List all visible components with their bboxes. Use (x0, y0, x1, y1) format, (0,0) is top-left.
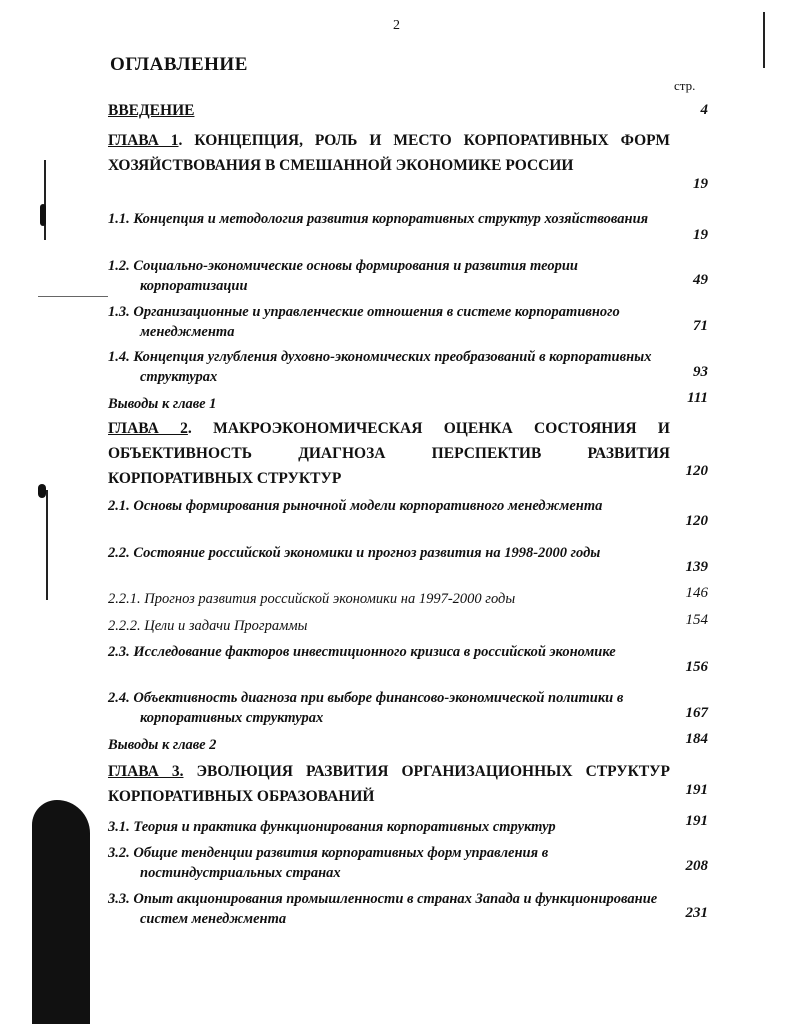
scan-edge-line-left (44, 160, 46, 240)
entry-text: ВВЕДЕНИЕ (108, 102, 195, 119)
entry-text: 3.1. Теория и практика функционирования корпоративных структур (108, 819, 556, 835)
toc-entry-3-1[interactable] (108, 817, 670, 837)
entry-text: 1.1. Концепция и методология развития корпоративных структур хозяйствования (108, 211, 649, 227)
toc-title: ОГЛАВЛЕНИЕ (110, 54, 248, 75)
toc-entry-introduction[interactable] (108, 100, 670, 122)
entry-text: Выводы к главе 2 (108, 737, 217, 753)
toc-entry-2-4[interactable] (108, 688, 670, 728)
toc-entry-3-3[interactable] (108, 889, 670, 929)
entry-page: 49 (693, 272, 708, 288)
toc-entry-2-1[interactable] (108, 496, 670, 516)
toc-entry-3-2[interactable] (108, 843, 670, 883)
entry-page: 231 (685, 905, 708, 921)
entry-page: 191 (685, 782, 708, 798)
entry-page: 208 (685, 858, 708, 874)
entry-page: 167 (685, 705, 708, 721)
entry-text: 1.4. Концепция углубления духовно-экономических преобразований в корпоративных структурах (108, 349, 652, 385)
entry-text: 2.2.1. Прогноз развития российской экономики на 1997-2000 годы (108, 591, 516, 607)
scan-edge-line-right (763, 12, 765, 68)
entry-page: 156 (685, 659, 708, 675)
chapter-label: ГЛАВА 1 (108, 132, 179, 149)
toc-entry-chapter-2[interactable] (108, 416, 670, 491)
toc-entry-1-2[interactable] (108, 256, 670, 296)
entry-text: . МАКРОЭКОНОМИЧЕСКАЯ ОЦЕНКА СОСТОЯНИЯ И ОБЪЕКТИВНОСТЬ ДИАГНОЗА ПЕРСПЕКТИВ РАЗВИТИЯ КОРПОРАТИВНЫХ СТРУКТУР (108, 420, 670, 487)
entry-text: ЭВОЛЮЦИЯ РАЗВИТИЯ ОРГАНИЗАЦИОННЫХ СТРУКТУР КОРПОРАТИВНЫХ ОБРАЗОВАНИЙ (108, 763, 670, 805)
page-number: 2 (393, 18, 400, 33)
toc-entry-1-4[interactable] (108, 347, 670, 387)
entry-text: 2.3. Исследование факторов инвестиционного кризиса в российской экономике (108, 644, 616, 660)
toc-entry-chapter-1[interactable] (108, 128, 670, 178)
entry-text: 1.2. Социально-экономические основы формирования и развития теории корпоратизации (108, 258, 578, 294)
entry-text: Выводы к главе 1 (108, 396, 217, 412)
entry-page: 120 (685, 463, 708, 479)
toc-entry-2-2-1[interactable] (108, 589, 670, 609)
entry-page: 154 (685, 612, 708, 628)
entry-text: 3.2. Общие тенденции развития корпоративных форм управления в постиндустриальных странах (108, 845, 549, 881)
chapter-label: ГЛАВА 2 (108, 420, 188, 437)
toc-entry-2-3[interactable] (108, 642, 670, 662)
entry-page: 120 (685, 513, 708, 529)
entry-page: 4 (700, 102, 708, 118)
entry-page: 111 (687, 390, 708, 406)
toc-entry-1-3[interactable] (108, 302, 670, 342)
entry-text: 2.2. Состояние российской экономики и прогноз развития на 1998-2000 годы (108, 545, 601, 561)
toc-entry-2-2[interactable] (108, 543, 670, 563)
scan-dash-mark (38, 296, 108, 297)
entry-text: 3.3. Опыт акционирования промышленности в странах Запада и функционирование систем менеджмента (108, 891, 658, 927)
entry-page: 184 (685, 731, 708, 747)
chapter-label: ГЛАВА 3. (108, 763, 184, 780)
entry-page: 146 (685, 585, 708, 601)
entry-text: 2.4. Объективность диагноза при выборе финансово-экономической политики в корпоративных структурах (108, 690, 624, 726)
scan-corner-blot-2 (40, 204, 46, 226)
entry-text: . КОНЦЕПЦИЯ, РОЛЬ И МЕСТО КОРПОРАТИВНЫХ ФОРМ ХОЗЯЙСТВОВАНИЯ В СМЕШАННОЙ ЭКОНОМИКЕ РОССИИ (108, 132, 670, 174)
toc-entry-1-1[interactable] (108, 209, 670, 229)
page-column-label: стр. (674, 78, 696, 93)
entry-page: 71 (693, 318, 708, 334)
entry-page: 19 (693, 227, 708, 243)
entry-page: 191 (685, 813, 708, 829)
toc-entry-2-2-2[interactable] (108, 616, 670, 636)
scan-edge-line-left-2 (46, 490, 48, 600)
toc-entry-chapter-3[interactable] (108, 759, 670, 809)
entry-page: 19 (693, 176, 708, 192)
entry-page: 93 (693, 364, 708, 380)
toc-entry-conclusions-1[interactable] (108, 394, 670, 414)
entry-page: 139 (685, 559, 708, 575)
entry-text: 2.1. Основы формирования рыночной модели корпоративного менеджмента (108, 498, 603, 514)
toc-entry-conclusions-2[interactable] (108, 735, 670, 755)
entry-text: 1.3. Организационные и управленческие отношения в системе корпоративного менеджмента (108, 304, 620, 340)
entry-text: 2.2.2. Цели и задачи Программы (108, 618, 308, 634)
scan-corner-blot (38, 484, 46, 498)
scan-shadow-blot (32, 800, 90, 1024)
